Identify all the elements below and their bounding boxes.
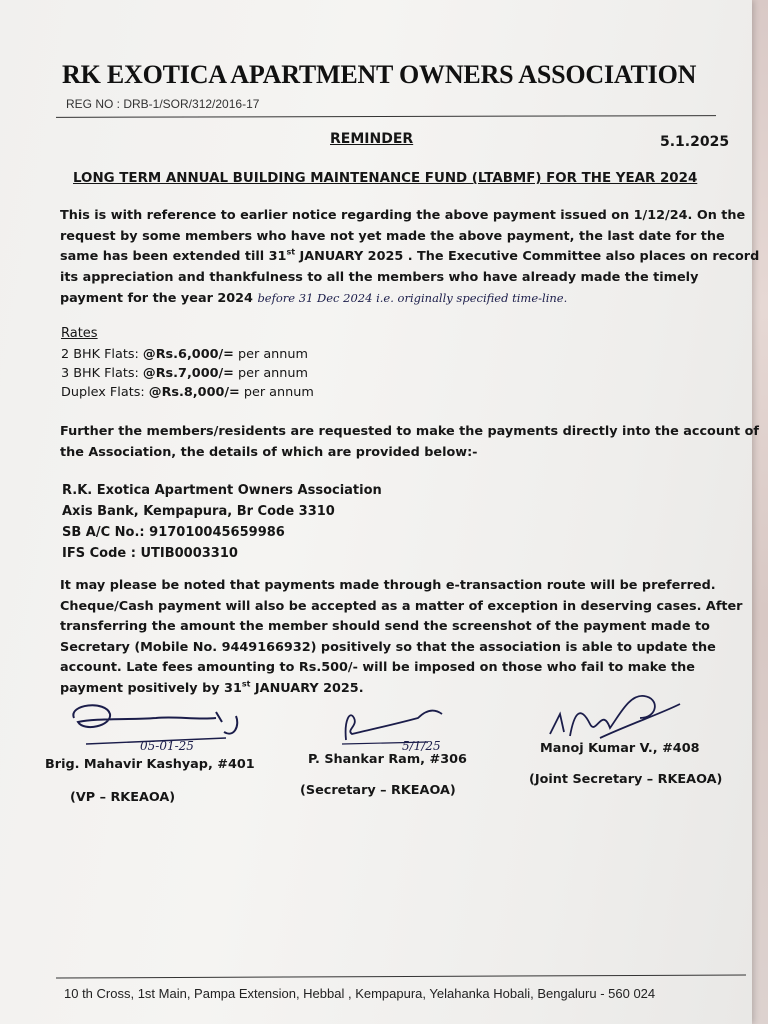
intro-line: payment for the year 2024 before 31 Dec 2024 i.e. originally specified time-line. (60, 291, 568, 306)
svg-text:05-01-25: 05-01-25 (140, 739, 194, 753)
bank-branch: Axis Bank, Kempapura, Br Code 3310 (62, 504, 335, 519)
notes-line: It may please be noted that payments made through e-transaction route will be preferred. (60, 578, 716, 593)
footer-rule (56, 974, 746, 978)
account-name: R.K. Exotica Apartment Owners Association (62, 483, 382, 498)
secretary-signature (338, 690, 478, 753)
account-number: SB A/C No.: 917010045659986 (62, 525, 285, 540)
notes-line: transferring the amount the member should send the screenshot of the payment made to (60, 619, 710, 634)
rates-heading: Rates (61, 326, 98, 341)
intro-line: request by some members who have not yet made the above payment, the last date for the (60, 228, 725, 244)
notes-paragraph (60, 576, 743, 699)
rate-item: Duplex Flats: @Rs.8,000/= per annum (61, 385, 314, 400)
notes-line: Secretary (Mobile No. 9449166932) positively so that the association is able to update the (60, 639, 716, 655)
vp-signature (66, 698, 256, 758)
secretary-role: (Secretary – RKEAOA) (300, 783, 456, 798)
payment-instruction-paragraph (60, 422, 759, 463)
vp-name: Brig. Mahavir Kashyap, #401 (45, 757, 255, 772)
rate-item: 2 BHK Flats: @Rs.6,000/= per annum (61, 347, 308, 362)
ifs-code: IFS Code : UTIB0003310 (62, 546, 238, 561)
notice-date: 5.1.2025 (660, 134, 730, 150)
header-rule (56, 115, 716, 118)
association-title: RK EXOTICA APARTMENT OWNERS ASSOCIATION (62, 60, 697, 89)
handwritten-annotation: before 31 Dec 2024 i.e. originally specified time-line. (257, 291, 568, 305)
vp-role: (VP – RKEAOA) (70, 790, 176, 805)
notes-line: payment positively by 31st JANUARY 2025. (60, 679, 364, 696)
intro-line: This is with reference to earlier notice regarding the above payment issued on 1/12/24. On the (60, 208, 746, 223)
notes-line: Cheque/Cash payment will also be accepted as a matter of exception in deserving cases. After (60, 598, 743, 614)
svg-text:5/1/25: 5/1/25 (402, 739, 441, 753)
notes-line: account. Late fees amounting to Rs.500/- will be imposed on those who fail to make the (60, 660, 695, 675)
joint-secretary-role: (Joint Secretary – RKEAOA) (529, 772, 723, 787)
registration-number: REG NO : DRB-1/SOR/312/2016-17 (66, 97, 260, 111)
notice-subject: LONG TERM ANNUAL BUILDING MAINTENANCE FUND (LTABMF) FOR THE YEAR 2024 (73, 171, 698, 186)
intro-paragraph (60, 206, 760, 310)
notice-heading: REMINDER (330, 131, 414, 147)
footer-address: 10 th Cross, 1st Main, Pampa Extension, Hebbal , Kempapura, Yelahanka Hobali, Bengaluru - 560 024 (64, 986, 656, 1001)
joint-secretary-signature (540, 684, 690, 744)
intro-line: same has been extended till 31st JANUARY 2025 . The Executive Committee also places on record (60, 247, 760, 264)
joint-secretary-name: Manoj Kumar V., #408 (540, 741, 700, 756)
secretary-name: P. Shankar Ram, #306 (308, 752, 467, 767)
intro-line: its appreciation and thankfulness to all the members who have already made the timely (60, 269, 699, 285)
instruction-line: Further the members/residents are requested to make the payments directly into the account of (60, 424, 759, 439)
rate-item: 3 BHK Flats: @Rs.7,000/= per annum (61, 366, 308, 381)
instruction-line: the Association, the details of which are provided below:- (60, 444, 478, 460)
